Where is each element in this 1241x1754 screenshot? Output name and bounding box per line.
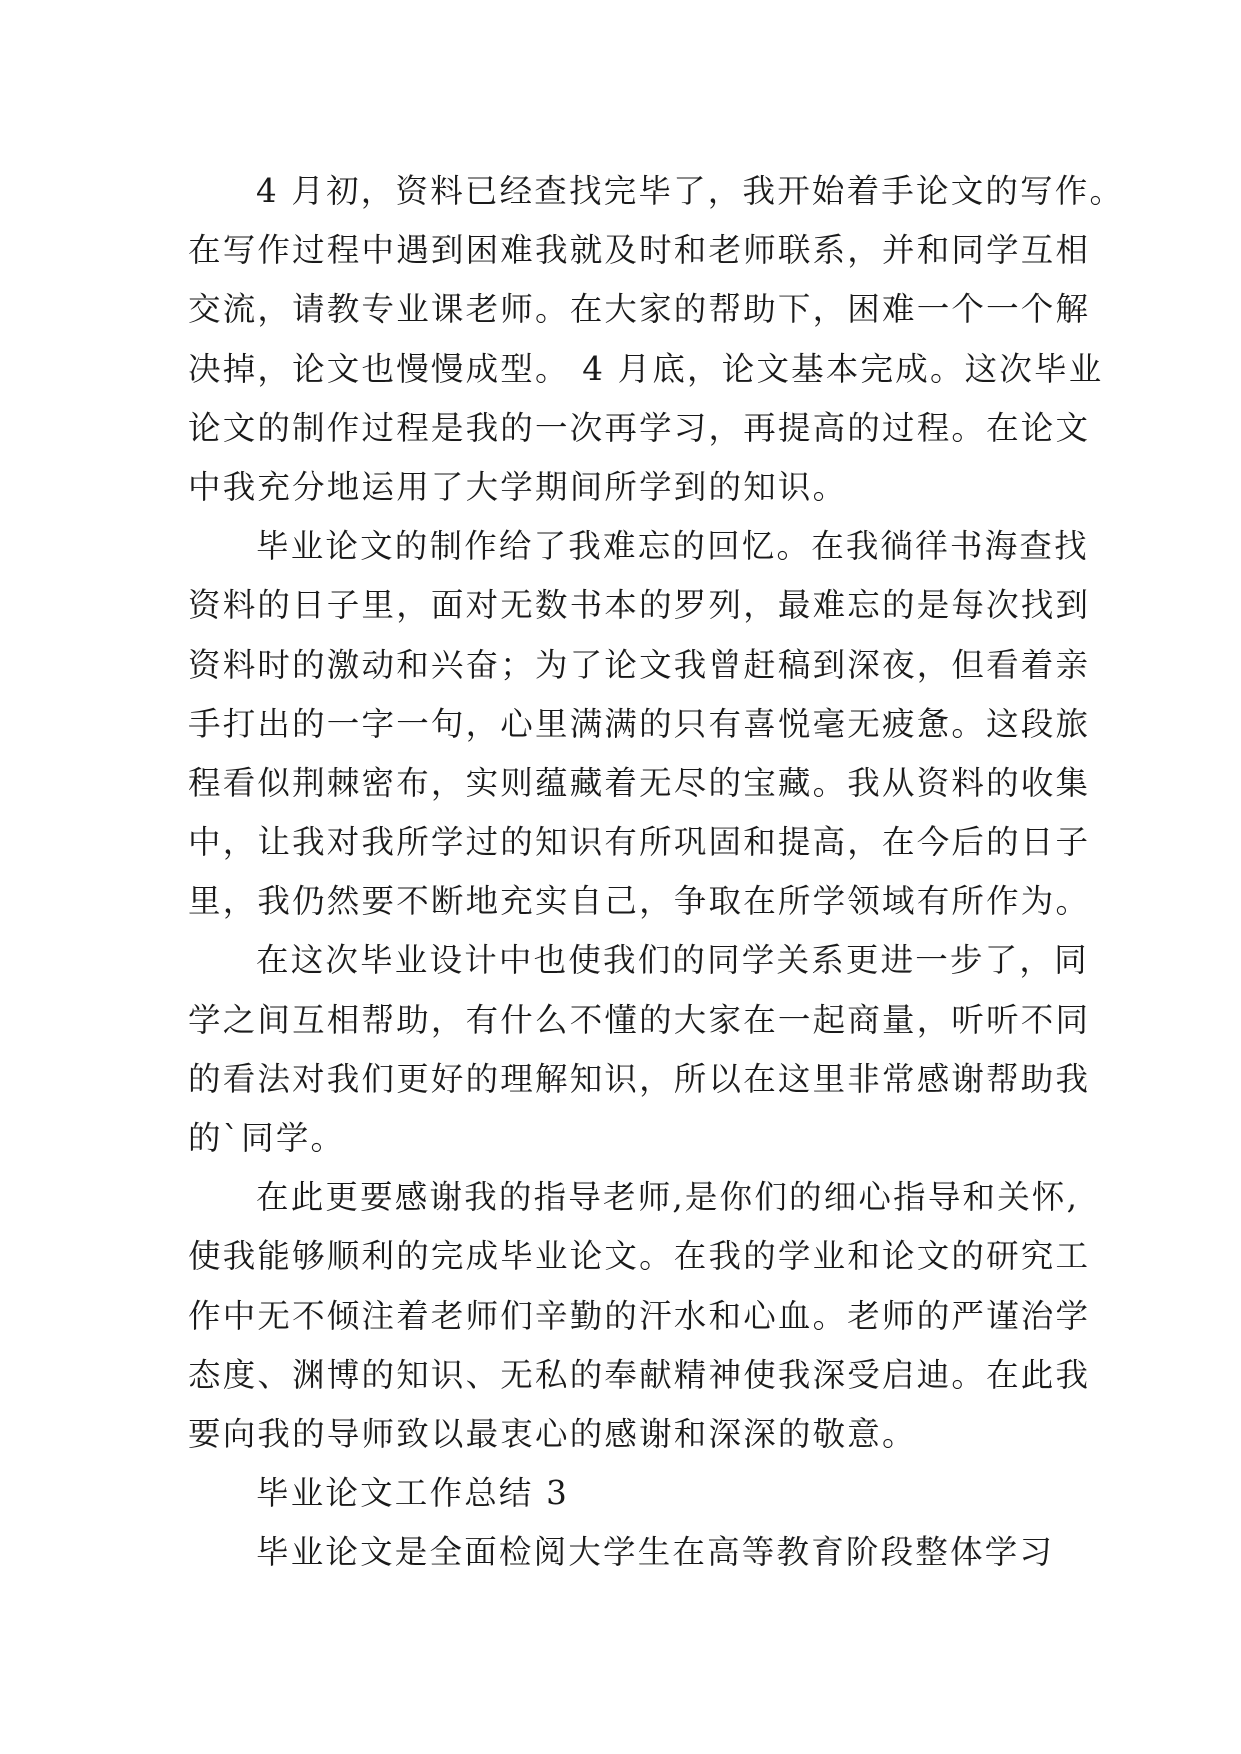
text-line: 4 月初，资料已经查找完毕了，我开始着手论文的写作。 (256, 172, 1125, 210)
text-line: 资料的日子里，面对无数书本的罗列，最难忘的是每次找到 (188, 586, 1091, 625)
text-line: 要向我的导师致以最衷心的感谢和深深的敬意。 (188, 1414, 917, 1453)
text-line: 的`同学。 (188, 1119, 346, 1157)
text-line: 论文的制作过程是我的一次再学习，再提高的过程。在论文 (188, 408, 1091, 447)
text-line: 态度、渊博的知识、无私的奉献精神使我深受启迪。在此我 (188, 1355, 1091, 1394)
section-heading: 毕业论文工作总结 3 (256, 1474, 570, 1513)
text-line: 里，我仍然要不断地充实自己，争取在所学领域有所作为。 (188, 882, 1091, 921)
text-line: 交流，请教专业课老师。在大家的帮助下，困难一个一个解 (188, 290, 1091, 329)
text-line: 的看法对我们更好的理解知识，所以在这里非常感谢帮助我 (188, 1059, 1091, 1098)
text-line: 使我能够顺利的完成毕业论文。在我的学业和论文的研究工 (188, 1237, 1091, 1276)
text-line: 在此更要感谢我的指导老师,是你们的细心指导和关怀, (256, 1178, 1080, 1217)
text-line: 学之间互相帮助，有什么不懂的大家在一起商量，听听不同 (188, 1000, 1091, 1039)
text-line: 中我充分地运用了大学期间所学到的知识。 (188, 467, 848, 506)
text-line: 手打出的一字一句，心里满满的只有喜悦毫无疲惫。这段旅 (188, 704, 1091, 743)
text-line: 中，让我对我所学过的知识有所巩固和提高，在今后的日子 (188, 823, 1091, 862)
text-line: 在这次毕业设计中也使我们的同学关系更进一步了，同 (256, 941, 1089, 980)
text-line: 作中无不倾注着老师们辛勤的汗水和心血。老师的严谨治学 (188, 1296, 1091, 1335)
text-line: 在写作过程中遇到困难我就及时和老师联系，并和同学互相 (188, 231, 1091, 270)
text-line: 毕业论文的制作给了我难忘的回忆。在我徜徉书海查找 (256, 527, 1089, 566)
text-line: 毕业论文是全面检阅大学生在高等教育阶段整体学习 (256, 1533, 1055, 1572)
document-body (188, 162, 1125, 1583)
text-line: 资料时的激动和兴奋；为了论文我曾赶稿到深夜，但看着亲 (188, 645, 1091, 684)
text-line: 决掉，论文也慢慢成型。 4 月底，论文基本完成。这次毕业 (188, 349, 1104, 388)
text-line: 程看似荆棘密布，实则蕴藏着无尽的宝藏。我从资料的收集 (188, 763, 1091, 802)
